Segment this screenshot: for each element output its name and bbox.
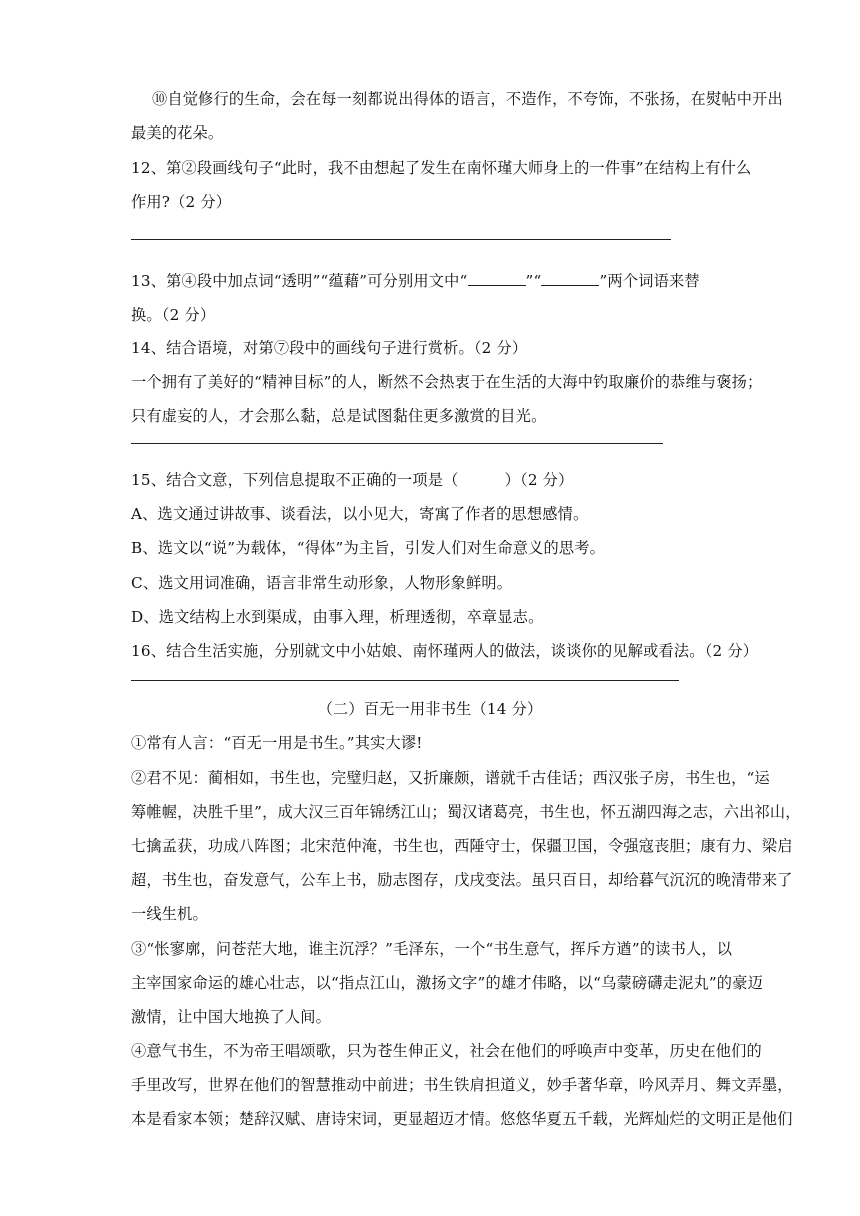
option-c[interactable]: C、选文用词准确，语言非常生动形象，人物形象鲜明。 [131,574,513,592]
question-14-quote-line1: 一个拥有了美好的“精神目标”的人，断然不会热衷于在生活的大海中钓取廉价的恭维与褒扬； [131,373,763,391]
section-2-paragraph-4-line2: 手里改写，世界在他们的智慧推动中前进；书生铁肩担道义，妙手著华章，吟风弄月、舞文弄墨， [131,1076,793,1094]
paragraph-10-line1: ⑩自觉修行的生命，会在每一刻都说出得体的语言，不造作，不夸饰，不张扬，在熨帖中开出 [152,90,783,108]
question-14-stem: 14、结合语境，对第⑦段中的画线句子进行赏析。（2 分） [131,339,528,357]
section-2-paragraph-2-line2: 筹帷幄，决胜千里”，成大汉三百年锦绣江山；蜀汉诸葛亮，书生也，怀五湖四海之志，六出祁山， [131,803,801,821]
question-14-quote-line2: 只有虚妄的人，才会那么黏，总是试图黏住更多激赏的目光。 [131,407,547,425]
section-2-paragraph-2-line1: ②君不见：蔺相如，书生也，完璧归赵，又折廉颇，谱就千古佳话；西汉张子房，书生也，“运 [131,769,770,787]
section-2-paragraph-3-line2: 主宰国家命运的雄心壮志，以“指点江山，激扬文字”的雄才伟略，以“乌蒙磅礴走泥丸”的豪迈 [131,974,763,992]
option-a[interactable]: A、选文通过讲故事、谈看法，以小见大，寄寓了作者的思想感情。 [131,505,589,523]
section-2-paragraph-2-line5: 一线生机。 [131,905,208,923]
answer-blank-13b[interactable] [541,271,599,286]
answer-blank-13a[interactable] [468,271,526,286]
option-b[interactable]: B、选文以“说”为载体，“得体”为主旨，引发人们对生命意义的思考。 [131,539,606,557]
question-12-line2: 作用?（2 分） [131,193,232,211]
answer-line-14[interactable] [131,443,663,444]
question-16-stem: 16、结合生活实施，分别就文中小姑娘、南怀瑾两人的做法，谈谈你的见解或看法。（2 分） [131,642,759,660]
section-2-paragraph-3-line3: 激情，让中国大地换了人间。 [131,1008,332,1026]
question-15-stem: 15、结合文意，下列信息提取不正确的一项是（ ）（2 分） [131,471,574,489]
question-13-line1 [131,264,789,298]
section-2-title: （二）百无一用非书生（14 分） [317,700,543,718]
question-12-line1: 12、第②段画线句子“此时，我不由想起了发生在南怀瑾大师身上的一件事”在结构上有什么 [131,159,752,177]
section-2-paragraph-1: ①常有人言：“百无一用是书生。”其实大谬! [131,734,423,752]
answer-line-16[interactable] [131,680,679,681]
section-2-paragraph-3-line1: ③“怅寥廓，问苍茫大地，谁主沉浮？”毛泽东，一个“书生意气，挥斥方遒”的读书人，以 [131,940,733,958]
section-2-paragraph-2-line4: 超，书生也，奋发意气，公车上书，励志图存，戊戌变法。虽只百日，却给暮气沉沉的晚清带来了 [131,871,793,889]
section-2-paragraph-2-line3: 七擒孟获，功成八阵图；北宋范仲淹，书生也，西陲守士，保疆卫国，令强寇丧胆；康有力、梁启 [131,837,793,855]
question-13-part2: ”“ [525,272,542,290]
answer-line-12[interactable] [131,239,671,240]
question-13-line2: 换。（2 分） [131,306,216,324]
paragraph-10-line2: 最美的花朵。 [131,124,224,142]
question-13-part1: 13、第④段中加点词“透明”“蕴藉”可分别用文中“ [131,272,468,290]
option-d[interactable]: D、选文结构上水到渠成，由事入理，析理透彻，卒章显志。 [131,608,544,626]
question-13-part3: ”两个词语来替 [599,272,700,290]
section-2-paragraph-4-line3: 本是看家本领；楚辞汉赋、唐诗宋词，更显超迈才情。悠悠华夏五千载，光辉灿烂的文明正是他们 [131,1110,793,1128]
section-2-paragraph-4-line1: ④意气书生，不为帝王唱颂歌，只为苍生伸正义，社会在他们的呼唤声中变革，历史在他们的 [131,1042,762,1060]
